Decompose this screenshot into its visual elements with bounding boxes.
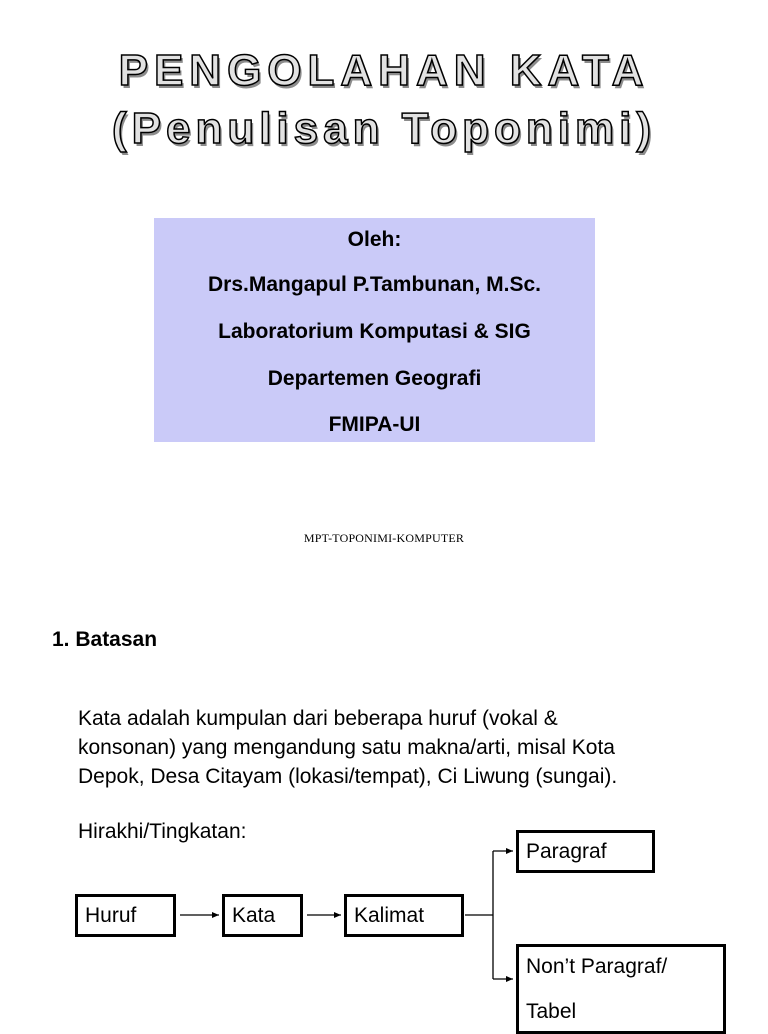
author-laboratory: Laboratorium Komputasi & SIG — [218, 320, 531, 343]
section-heading: 1. Batasan — [52, 628, 158, 651]
author-label: Oleh: — [347, 228, 402, 251]
paragraph-line: konsonan) yang mengandung satu makna/arti, misal Kota — [78, 736, 615, 759]
diagram-box-huruf: Huruf — [75, 894, 176, 937]
diagram-box-kalimat: Kalimat — [344, 894, 464, 937]
non-paragraf-label: Non’t Paragraf/ — [526, 955, 668, 978]
diagram-box-kata: Kata — [222, 894, 303, 937]
tabel-label: Tabel — [526, 1000, 577, 1023]
author-department: Departemen Geografi — [267, 367, 482, 390]
paragraph-line: Kata adalah kumpulan dari beberapa huruf (vokal & — [78, 707, 558, 730]
title-line-1: PENGOLAHAN KATA — [118, 46, 650, 95]
author-name: Drs.Mangapul P.Tambunan, M.Sc. — [208, 273, 541, 296]
author-box — [154, 218, 595, 442]
slide-footer: MPT-TOPONIMI-KOMPUTER — [303, 531, 465, 545]
author-faculty: FMIPA-UI — [328, 413, 421, 436]
title-line-2: (Penulisan Toponimi) — [111, 104, 657, 153]
diagram-box-non-paragraf — [516, 944, 726, 1034]
definition-paragraph — [78, 704, 758, 791]
diagram-box-paragraf: Paragraf — [516, 830, 655, 873]
hierarchy-label: Hirakhi/Tingkatan: — [78, 820, 247, 843]
paragraph-line: Depok, Desa Citayam (lokasi/tempat), Ci Liwung (sungai). — [78, 765, 618, 788]
